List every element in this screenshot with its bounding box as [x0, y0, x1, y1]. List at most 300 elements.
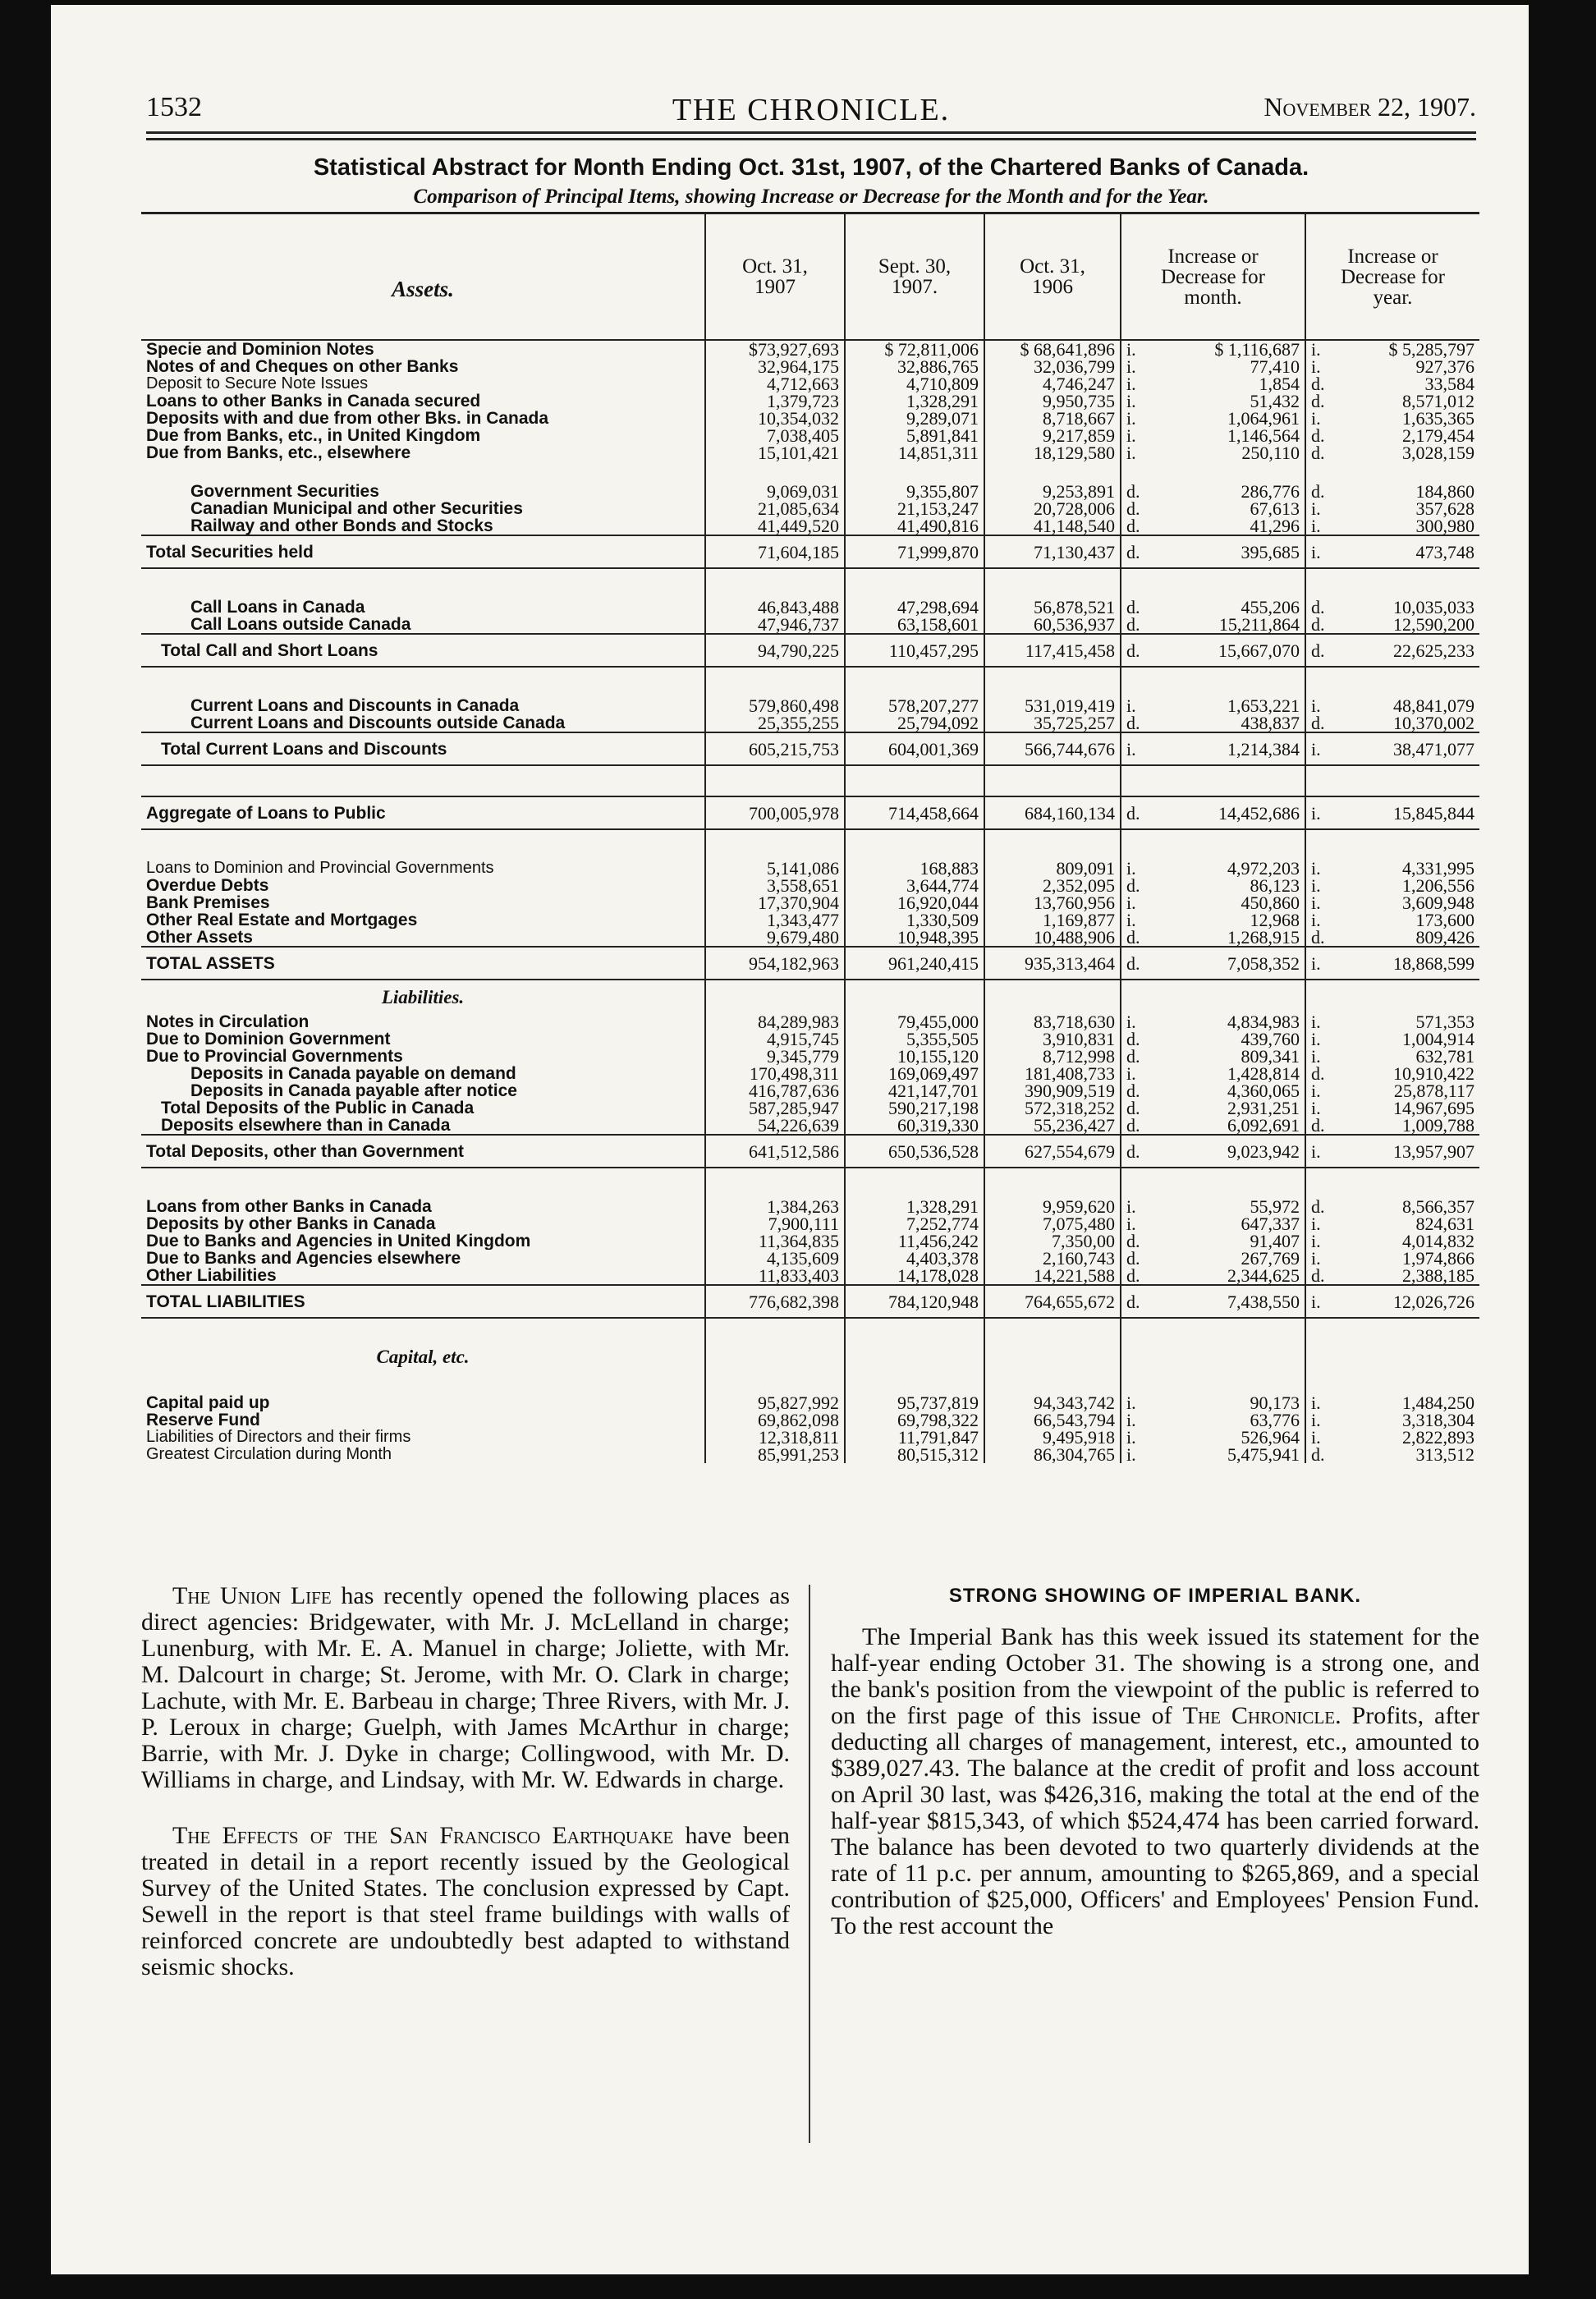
- imperial-bank-text-2: . Profits, after deducting all charges of management, interest, etc., amounted to $389,027.43. The balance at the credit of profit and loss account on April 30 last, was $426,316, making the total at the end of the half-year $815,343, of which $524,474 has been carried forward. The balance has been devoted to two quarterly dividends at the rate of 11 p.c. per annum, amounting to $265,869, and a special contribution of $25,000, Officers' and Employees' Pension Fund. To the rest account the: [831, 1702, 1479, 1939]
- cell-value: 935,313,464: [984, 947, 1121, 980]
- cell-value: 572,318,252: [984, 1099, 1121, 1117]
- row-label: Government Securities: [190, 483, 379, 500]
- table-row: [141, 1394, 1479, 1411]
- change-flag: i.: [1126, 410, 1136, 427]
- change-flag: d.: [1311, 1117, 1325, 1135]
- change-cell: [1121, 697, 1305, 714]
- cell-value: 954,182,963: [705, 947, 845, 980]
- cell-value: 47,946,737: [705, 616, 845, 634]
- table-row: [141, 1135, 1479, 1168]
- change-amount: 63,776: [1250, 1411, 1300, 1429]
- change-cell: [1305, 697, 1479, 714]
- change-cell: [1121, 1013, 1305, 1030]
- change-flag: d.: [1311, 714, 1325, 732]
- change-flag: i.: [1126, 427, 1136, 444]
- change-cell: [1305, 444, 1479, 461]
- cell-value: 4,710,809: [845, 375, 984, 392]
- change-cell: [1305, 1082, 1479, 1099]
- header-rule-2: [146, 138, 1476, 140]
- chronicle-reference: The Chronicle: [1182, 1702, 1336, 1729]
- cell-value: 71,130,437: [984, 535, 1121, 568]
- change-cell: [1121, 358, 1305, 375]
- change-flag: i.: [1126, 1394, 1136, 1411]
- row-label: Loans to Dominion and Provincial Governments: [146, 860, 494, 877]
- change-cell: [1305, 1013, 1479, 1030]
- change-cell: [1305, 1065, 1479, 1082]
- change-flag: i.: [1311, 1048, 1321, 1065]
- union-life-lead: The Union Life: [172, 1582, 332, 1609]
- row-label: Deposit to Secure Note Issues: [146, 375, 369, 392]
- cell-value: 25,794,092: [845, 714, 984, 732]
- change-flag: i.: [1311, 340, 1321, 358]
- change-flag: d.: [1126, 1267, 1140, 1285]
- change-amount: 15,667,070: [1218, 640, 1300, 661]
- change-flag: d.: [1311, 616, 1325, 634]
- union-life-text: has recently opened the following places as direct agencies: Bridgewater, with Mr. J. McLelland in charge; Lunenburg, with Mr. E. A. Manuel in charge; Joliette, with Mr. M. Dalcourt in charge; St. Jerome, with Mr. O. Clark in charge; Lachute, with Mr. E. Barbeau in charge; Three Rivers, with Mr. J. P. Leroux in charge; Guelph, with James McArthur in charge; Barrie, with Mr. J. Dyke in charge; Collingwood, with Mr. D. Williams in charge, and Lindsay, with Mr. W. Edwards in charge.: [141, 1582, 790, 1793]
- table-row: [141, 1215, 1479, 1232]
- table-row: [141, 1048, 1479, 1065]
- change-cell: [1305, 877, 1479, 894]
- change-flag: d.: [1126, 877, 1140, 894]
- earthquake-paragraph: [141, 1823, 790, 1980]
- change-amount: 10,910,422: [1393, 1065, 1474, 1082]
- table-row: [141, 1429, 1479, 1446]
- change-cell: [1305, 860, 1479, 877]
- change-cell: [1121, 929, 1305, 947]
- change-flag: i.: [1126, 911, 1136, 929]
- cell-value: 21,153,247: [845, 500, 984, 517]
- row-label: Bank Premises: [146, 894, 270, 911]
- change-cell: [1121, 1446, 1305, 1463]
- change-amount: 3,028,159: [1402, 444, 1474, 461]
- change-flag: i.: [1311, 697, 1321, 714]
- row-label: Notes of and Cheques on other Banks: [146, 358, 459, 375]
- table-row: [141, 1117, 1479, 1135]
- spacer-row: [141, 765, 1479, 796]
- change-flag: i.: [1311, 1215, 1321, 1232]
- cell-value: 5,141,086: [705, 860, 845, 877]
- cell-value: 14,221,588: [984, 1267, 1121, 1285]
- row-label: Aggregate of Loans to Public: [141, 796, 705, 829]
- row-label: Call Loans outside Canada: [190, 616, 411, 634]
- change-amount: 571,353: [1415, 1013, 1474, 1030]
- change-amount: 2,931,251: [1227, 1099, 1300, 1117]
- change-amount: 13,957,907: [1393, 1140, 1474, 1162]
- change-amount: 439,760: [1241, 1030, 1300, 1048]
- row-label: Due from Banks, etc., elsewhere: [146, 444, 411, 461]
- row-label: Canadian Municipal and other Securities: [190, 500, 523, 517]
- change-amount: 90,173: [1250, 1394, 1300, 1411]
- change-cell: [1121, 500, 1305, 517]
- change-amount: 455,206: [1241, 599, 1300, 616]
- row-label: Greatest Circulation during Month: [146, 1446, 392, 1463]
- change-amount: 3,609,948: [1402, 894, 1474, 911]
- cell-value: 16,920,044: [845, 894, 984, 911]
- change-cell: [1305, 634, 1479, 667]
- change-amount: 1,009,788: [1402, 1117, 1474, 1135]
- cell-value: 9,069,031: [705, 483, 845, 500]
- change-cell: [1121, 911, 1305, 929]
- change-cell: [1121, 1429, 1305, 1446]
- change-cell: [1305, 1135, 1479, 1168]
- table-row: [141, 1082, 1479, 1099]
- cell-value: 627,554,679: [984, 1135, 1121, 1168]
- change-cell: [1121, 1285, 1305, 1318]
- change-cell: [1305, 1267, 1479, 1285]
- cell-value: 117,415,458: [984, 634, 1121, 667]
- cell-value: 2,160,743: [984, 1250, 1121, 1267]
- cell-value: 4,712,663: [705, 375, 845, 392]
- change-amount: 1,206,556: [1402, 877, 1474, 894]
- abstract-title: Statistical Abstract for Month Ending Oct. 31st, 1907, of the Chartered Banks of Canada.: [313, 154, 1309, 181]
- table-row: [141, 1030, 1479, 1048]
- change-flag: i.: [1126, 1411, 1136, 1429]
- left-text-column: [141, 1583, 790, 1980]
- change-amount: 2,344,625: [1227, 1267, 1300, 1285]
- change-cell: [1305, 714, 1479, 732]
- cell-value: 10,948,395: [845, 929, 984, 947]
- change-amount: 1,146,564: [1227, 427, 1300, 444]
- cell-value: $ 72,811,006: [845, 340, 984, 358]
- table-row: [141, 860, 1479, 877]
- change-amount: 4,331,995: [1402, 860, 1474, 877]
- cell-value: 41,148,540: [984, 517, 1121, 535]
- cell-value: 79,455,000: [845, 1013, 984, 1030]
- change-flag: d.: [1126, 1117, 1140, 1135]
- change-amount: 25,878,117: [1393, 1082, 1474, 1099]
- column-header: Increase or Decrease for year.: [1305, 213, 1479, 341]
- cell-value: 60,536,937: [984, 616, 1121, 634]
- table-row: [141, 358, 1479, 375]
- change-amount: 67,613: [1250, 500, 1300, 517]
- change-amount: $ 1,116,687: [1214, 340, 1300, 358]
- change-cell: [1305, 392, 1479, 410]
- journal-title: THE CHRONICLE.: [672, 93, 951, 127]
- change-flag: d.: [1311, 375, 1325, 392]
- change-cell: [1121, 392, 1305, 410]
- cell-value: 3,910,831: [984, 1030, 1121, 1048]
- change-cell: [1121, 1099, 1305, 1117]
- header-rule-1: [146, 131, 1476, 134]
- change-flag: d.: [1126, 929, 1140, 947]
- row-label: Reserve Fund: [146, 1411, 260, 1429]
- change-flag: d.: [1126, 1291, 1140, 1312]
- change-cell: [1121, 1215, 1305, 1232]
- change-cell: [1305, 410, 1479, 427]
- row-label: Total Current Loans and Discounts: [141, 732, 705, 765]
- cell-value: 8,718,667: [984, 410, 1121, 427]
- row-label: Other Liabilities: [146, 1267, 277, 1285]
- change-cell: [1121, 1135, 1305, 1168]
- imperial-bank-heading: STRONG SHOWING OF IMPERIAL BANK.: [948, 1585, 1362, 1607]
- cell-value: 86,304,765: [984, 1446, 1121, 1463]
- cell-value: 1,343,477: [705, 911, 845, 929]
- cell-value: 168,883: [845, 860, 984, 877]
- cell-value: 11,364,835: [705, 1232, 845, 1250]
- change-amount: 4,014,832: [1402, 1232, 1474, 1250]
- row-label: Total Call and Short Loans: [141, 634, 705, 667]
- table-row: [141, 714, 1479, 732]
- spacer-row: [141, 1318, 1479, 1340]
- change-flag: d.: [1311, 599, 1325, 616]
- right-text-column: [831, 1583, 1479, 1939]
- change-amount: 313,512: [1415, 1446, 1474, 1463]
- change-cell: [1305, 1394, 1479, 1411]
- cell-value: 604,001,369: [845, 732, 984, 765]
- cell-value: 35,725,257: [984, 714, 1121, 732]
- change-cell: [1121, 1030, 1305, 1048]
- cell-value: 9,289,071: [845, 410, 984, 427]
- cell-value: 3,558,651: [705, 877, 845, 894]
- change-amount: 300,980: [1415, 517, 1474, 535]
- page-header: [146, 92, 1476, 133]
- row-label: Specie and Dominion Notes: [146, 340, 374, 358]
- table-row: [141, 1232, 1479, 1250]
- change-cell: [1305, 1285, 1479, 1318]
- cell-value: 10,354,032: [705, 410, 845, 427]
- change-flag: i.: [1126, 697, 1136, 714]
- change-amount: 55,972: [1250, 1198, 1300, 1215]
- change-flag: i.: [1126, 340, 1136, 358]
- change-flag: d.: [1126, 541, 1140, 562]
- change-flag: i.: [1311, 1429, 1321, 1446]
- change-amount: 1,484,250: [1402, 1394, 1474, 1411]
- change-flag: d.: [1126, 640, 1140, 661]
- change-cell: [1121, 1232, 1305, 1250]
- change-flag: d.: [1126, 1250, 1140, 1267]
- change-flag: i.: [1126, 860, 1136, 877]
- change-flag: i.: [1126, 1446, 1136, 1463]
- change-cell: [1121, 483, 1305, 500]
- change-flag: d.: [1126, 714, 1140, 732]
- section-heading-row: [141, 980, 1479, 1013]
- change-flag: i.: [1311, 1099, 1321, 1117]
- cell-value: 5,891,841: [845, 427, 984, 444]
- change-flag: i.: [1311, 500, 1321, 517]
- change-cell: [1121, 410, 1305, 427]
- table-row: [141, 697, 1479, 714]
- change-cell: [1121, 427, 1305, 444]
- cell-value: $ 68,641,896: [984, 340, 1121, 358]
- cell-value: 421,147,701: [845, 1082, 984, 1099]
- cell-value: 9,679,480: [705, 929, 845, 947]
- change-cell: [1305, 732, 1479, 765]
- change-amount: 1,854: [1259, 375, 1300, 392]
- change-cell: [1305, 375, 1479, 392]
- cell-value: 8,712,998: [984, 1048, 1121, 1065]
- cell-value: 60,319,330: [845, 1117, 984, 1135]
- table-row: [141, 634, 1479, 667]
- change-cell: [1305, 1030, 1479, 1048]
- change-flag: i.: [1126, 738, 1136, 759]
- table-row: [141, 375, 1479, 392]
- change-cell: [1121, 1198, 1305, 1215]
- table-row: [141, 340, 1479, 358]
- cell-value: 85,991,253: [705, 1446, 845, 1463]
- change-cell: [1305, 1099, 1479, 1117]
- cell-value: 10,488,906: [984, 929, 1121, 947]
- cell-value: 579,860,498: [705, 697, 845, 714]
- column-header: Increase or Decrease for month.: [1121, 213, 1305, 341]
- cell-value: 7,038,405: [705, 427, 845, 444]
- row-label: Capital paid up: [146, 1394, 270, 1411]
- change-cell: [1121, 599, 1305, 616]
- cell-value: 9,950,735: [984, 392, 1121, 410]
- change-amount: 4,972,203: [1227, 860, 1300, 877]
- change-cell: [1305, 358, 1479, 375]
- change-amount: 286,776: [1241, 483, 1300, 500]
- cell-value: 390,909,519: [984, 1082, 1121, 1099]
- change-cell: [1305, 500, 1479, 517]
- cell-value: 9,253,891: [984, 483, 1121, 500]
- change-flag: d.: [1126, 500, 1140, 517]
- cell-value: 32,036,799: [984, 358, 1121, 375]
- imperial-bank-paragraph: [831, 1624, 1479, 1939]
- change-amount: 12,026,726: [1393, 1291, 1474, 1312]
- change-cell: [1305, 929, 1479, 947]
- row-label: Loans from other Banks in Canada: [146, 1198, 432, 1215]
- change-amount: 450,860: [1241, 894, 1300, 911]
- change-cell: [1121, 1250, 1305, 1267]
- row-label: Deposits by other Banks in Canada: [146, 1215, 436, 1232]
- cell-value: 416,787,636: [705, 1082, 845, 1099]
- change-flag: d.: [1126, 1030, 1140, 1048]
- row-label: Other Real Estate and Mortgages: [146, 911, 418, 929]
- cell-value: 9,355,807: [845, 483, 984, 500]
- cell-value: 590,217,198: [845, 1099, 984, 1117]
- change-flag: d.: [1311, 1198, 1325, 1215]
- cell-value: 1,328,291: [845, 392, 984, 410]
- cell-value: 605,215,753: [705, 732, 845, 765]
- change-amount: 2,179,454: [1402, 427, 1474, 444]
- change-amount: 357,628: [1415, 500, 1474, 517]
- table-row: [141, 1411, 1479, 1429]
- change-amount: 12,590,200: [1393, 616, 1474, 634]
- change-amount: 51,432: [1250, 392, 1300, 410]
- change-amount: 1,635,365: [1402, 410, 1474, 427]
- bank-statistics-table: [141, 212, 1479, 1463]
- cell-value: 170,498,311: [705, 1065, 845, 1082]
- change-flag: d.: [1126, 1082, 1140, 1099]
- change-amount: 33,584: [1424, 375, 1474, 392]
- cell-value: 809,091: [984, 860, 1121, 877]
- row-label: Liabilities of Directors and their firms: [146, 1429, 411, 1446]
- change-cell: [1121, 1394, 1305, 1411]
- change-flag: i.: [1311, 541, 1321, 562]
- change-amount: 12,968: [1250, 911, 1300, 929]
- change-flag: d.: [1126, 483, 1140, 500]
- change-amount: 5,475,941: [1227, 1446, 1300, 1463]
- change-cell: [1305, 894, 1479, 911]
- cell-value: 9,495,918: [984, 1429, 1121, 1446]
- column-header: Sept. 30, 1907.: [845, 213, 984, 341]
- table-row: [141, 1099, 1479, 1117]
- change-amount: 10,035,033: [1393, 599, 1474, 616]
- table-row: [141, 911, 1479, 929]
- cell-value: 1,379,723: [705, 392, 845, 410]
- page-number: 1532: [146, 92, 202, 122]
- column-header-assets: Assets.: [141, 213, 705, 341]
- row-label: Call Loans in Canada: [190, 599, 365, 616]
- table-row: [141, 877, 1479, 894]
- cell-value: 650,536,528: [845, 1135, 984, 1168]
- table-row: [141, 517, 1479, 535]
- table-row: [141, 1285, 1479, 1318]
- change-cell: [1121, 1117, 1305, 1135]
- change-flag: i.: [1311, 1250, 1321, 1267]
- cell-value: 11,791,847: [845, 1429, 984, 1446]
- change-flag: i.: [1126, 1429, 1136, 1446]
- change-flag: i.: [1311, 911, 1321, 929]
- change-cell: [1121, 860, 1305, 877]
- cell-value: 4,746,247: [984, 375, 1121, 392]
- change-flag: d.: [1311, 640, 1325, 661]
- section-heading: Capital, etc.: [376, 1346, 470, 1367]
- cell-value: 578,207,277: [845, 697, 984, 714]
- change-cell: [1121, 444, 1305, 461]
- change-amount: 91,407: [1250, 1232, 1300, 1250]
- cell-value: 714,458,664: [845, 796, 984, 829]
- cell-value: 7,075,480: [984, 1215, 1121, 1232]
- change-flag: i.: [1311, 1394, 1321, 1411]
- spacer-row: [141, 1373, 1479, 1394]
- change-flag: i.: [1311, 738, 1321, 759]
- cell-value: 13,760,956: [984, 894, 1121, 911]
- cell-value: 55,236,427: [984, 1117, 1121, 1135]
- row-label: Deposits with and due from other Bks. in Canada: [146, 410, 549, 427]
- change-flag: i.: [1311, 1411, 1321, 1429]
- section-heading-row: [141, 1340, 1479, 1373]
- change-cell: [1121, 634, 1305, 667]
- change-cell: [1305, 1215, 1479, 1232]
- cell-value: 15,101,421: [705, 444, 845, 461]
- change-flag: i.: [1126, 1215, 1136, 1232]
- change-cell: [1305, 1198, 1479, 1215]
- cell-value: 764,655,672: [984, 1285, 1121, 1318]
- change-amount: 2,822,893: [1402, 1429, 1474, 1446]
- change-flag: i.: [1311, 802, 1321, 824]
- change-amount: 809,341: [1241, 1048, 1300, 1065]
- change-cell: [1121, 1082, 1305, 1099]
- cell-value: 684,160,134: [984, 796, 1121, 829]
- cell-value: 21,085,634: [705, 500, 845, 517]
- row-label: Deposits in Canada payable after notice: [190, 1082, 517, 1099]
- change-flag: i.: [1311, 1291, 1321, 1312]
- change-flag: i.: [1311, 410, 1321, 427]
- change-cell: [1305, 483, 1479, 500]
- change-amount: 809,426: [1415, 929, 1474, 947]
- change-amount: 14,967,695: [1393, 1099, 1474, 1117]
- change-amount: 1,268,915: [1227, 929, 1300, 947]
- cell-value: 25,355,255: [705, 714, 845, 732]
- row-label: Total Securities held: [141, 535, 705, 568]
- change-flag: d.: [1126, 1099, 1140, 1117]
- change-amount: 77,410: [1250, 358, 1300, 375]
- change-flag: i.: [1311, 1030, 1321, 1048]
- table-row: [141, 616, 1479, 634]
- cell-value: 169,069,497: [845, 1065, 984, 1082]
- cell-value: 5,355,505: [845, 1030, 984, 1048]
- cell-value: 641,512,586: [705, 1135, 845, 1168]
- change-amount: 267,769: [1241, 1250, 1300, 1267]
- cell-value: 32,964,175: [705, 358, 845, 375]
- cell-value: 7,350,00: [984, 1232, 1121, 1250]
- spacer-row: [141, 667, 1479, 697]
- change-flag: i.: [1311, 1232, 1321, 1250]
- change-amount: 526,964: [1241, 1429, 1300, 1446]
- change-amount: 184,860: [1415, 483, 1474, 500]
- cell-value: 63,158,601: [845, 616, 984, 634]
